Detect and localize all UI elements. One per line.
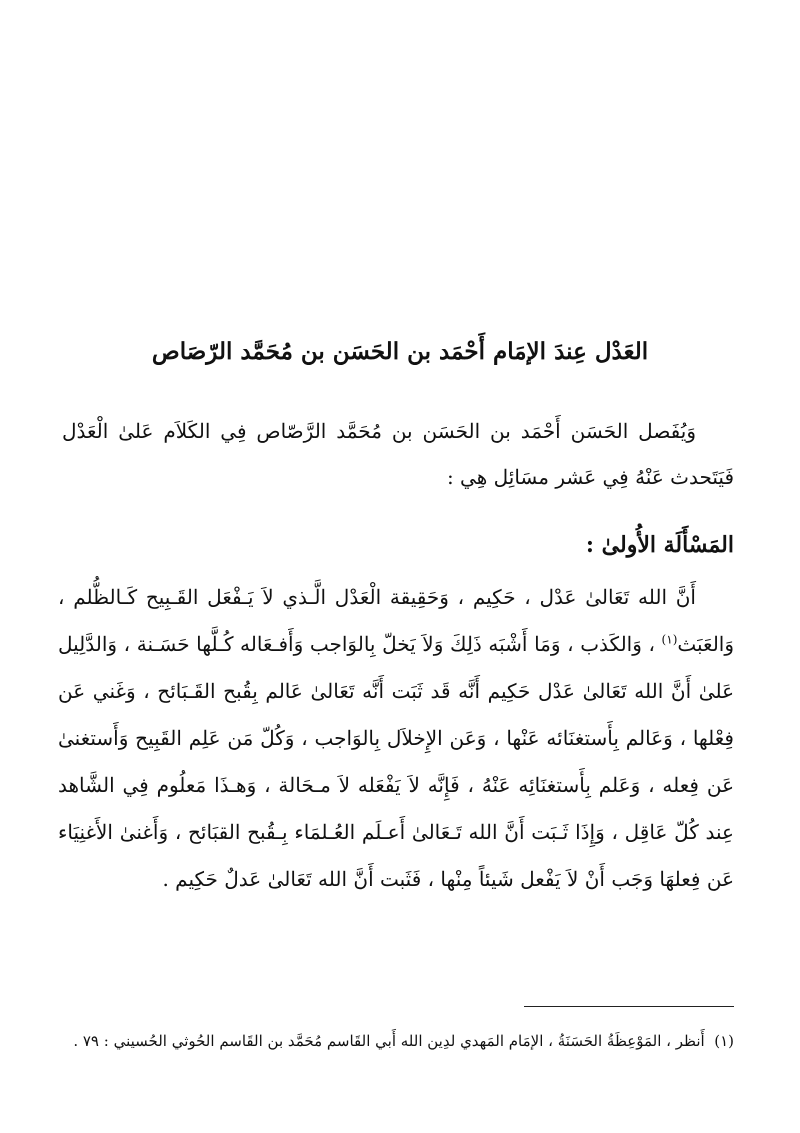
footnote-text: أَنظر ، المَوْعِظَةُ الحَسَنَةُ ، الإمَام المَهدي لدِين الله أَبي القَاسم مُحَمَّد بن القَاسم الحُوثي الحُسيني : ٧٩ . — [73, 1032, 705, 1050]
footnote-number: (١) — [714, 1032, 734, 1050]
footnote — [60, 1028, 734, 1054]
footnote-separator — [524, 1006, 734, 1007]
footnote-reference[interactable]: (١) — [661, 632, 678, 647]
issue-text-part-1: أَنَّ الله تَعَالىٰ عَدْل ، حَكِيم ، وَحَقِيقة الْعَدْل الَّـذي لاَ يَـفْعَل القَـبِيح كَـالظُّلم ، وَالعَبَث — [58, 585, 735, 656]
section-title: العَدْل عِندَ الإمَام أَحْمَد بن الحَسَن بن مُحَمَّد الرّصَاص — [151, 338, 649, 365]
issue-heading: المَسْأَلَة الأُولىٰ : — [585, 532, 734, 558]
issue-paragraph — [58, 574, 734, 903]
issue-text-part-2: ، وَالكَذب ، وَمَا أَشْبَه ذَلِكَ وَلاَ يَخلّ بِالوَاجب وَأَفـعَاله كُـلَّها حَسَـنة ، وَالدَّلِيل عَلىٰ أَنَّ الله تَعَالىٰ عَدْل حَكِيم أَنَّه قَد ثَبَت أَنَّه تَعَالىٰ عَالم بِقُبح القَـبَائح ، وَغَني عَن فِعْلها ، وَعَالم بِأَستغنَائه عَنْها ، وَعَن الإِخلاَل بِالوَاجب ، وَكُلّ مَن عَلِم القَبِيح وَأَستغنىٰ عَن فِعله ، وَعَلم بِأَستغنَائِه عَنْهُ ، فَإِنَّه لاَ يَفْعَله لاَ مـحَالة ، وَهـذَا مَعلُوم فِي الشَّاهد عِند كُلّ عَاقِل ، وَإِذَا ثَـبَت أَنَّ الله تَـعَالىٰ أَعـلَم العُـلمَاء بِـقُبح القبَائح ، وَأَغنىٰ الأَغنِيَاء عَن فِعلهَا وَجَب أَنْ لاَ يَفْعل شَيئاً مِنْها ، فَثَبت أَنَّ الله تَعَالىٰ عَدلٌ حَكِيم . — [58, 632, 734, 891]
intro-paragraph: وَيُفَصل الحَسَن أَحْمَد بن الحَسَن بن مُحَمَّد الرَّصّاص فِي الكَلاَم عَلىٰ الْعَدْل فَيَتَحدث عَنْهُ فِي عَشر مسَائِل هِي : — [62, 419, 734, 489]
